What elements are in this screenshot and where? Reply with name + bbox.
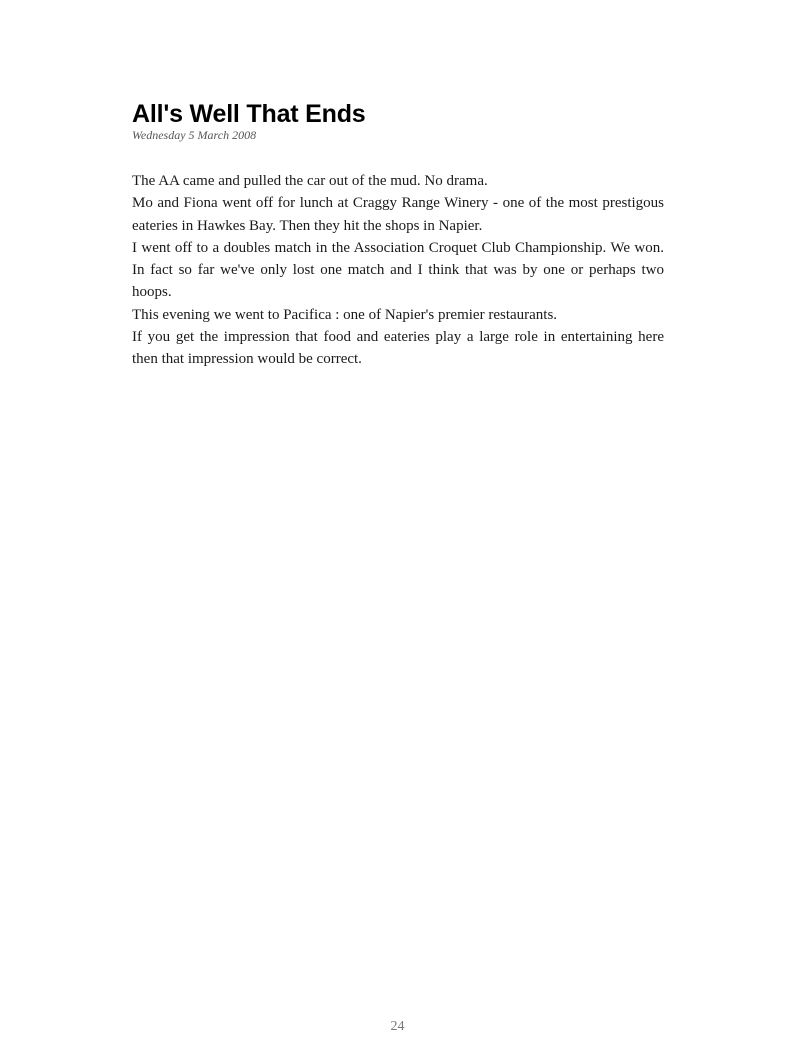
- entry-date: Wednesday 5 March 2008: [132, 128, 257, 142]
- paragraph-1: The AA came and pulled the car out of the mud. No drama.: [132, 173, 488, 189]
- page-number: 24: [390, 1019, 405, 1034]
- paragraph-2: Mo and Fiona went off for lunch at Craggy Range Winery - one of the most prestigous eateries in Hawkes Bay. Then they hit the shops in Napier.: [132, 195, 664, 234]
- entry-body: [132, 170, 664, 371]
- paragraph-4: This evening we went to Pacifica : one of Napier's premier restaurants.: [132, 306, 558, 323]
- entry-title: All's Well That Ends: [132, 100, 366, 128]
- paragraph-3: I went off to a doubles match in the Association Croquet Club Championship. We won. In fact so far we've only lost one match and I think that was by one or perhaps two hoops.: [132, 239, 664, 301]
- blog-entry: [132, 100, 664, 371]
- paragraph-5: If you get the impression that food and eateries play a large role in entertaining here then that impression would be correct.: [132, 329, 664, 368]
